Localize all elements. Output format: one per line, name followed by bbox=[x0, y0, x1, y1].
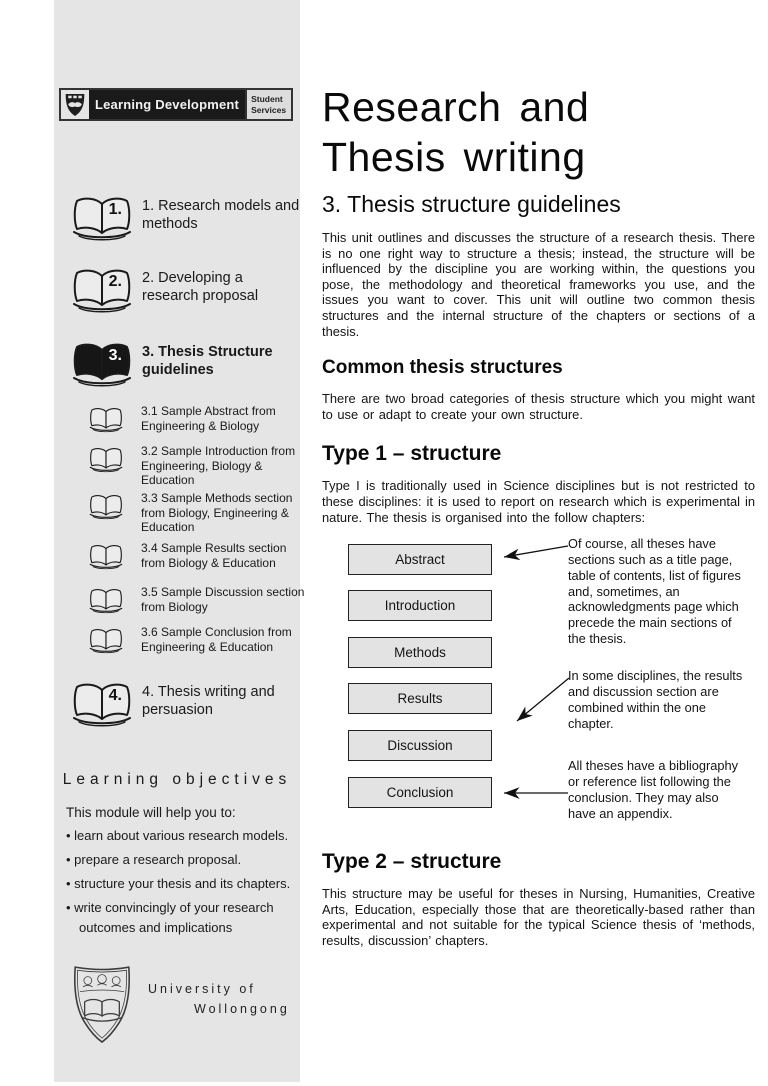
sidebar-item-module-1 bbox=[70, 194, 300, 242]
sidebar-item-3-1: 3.1 Sample Abstract from Engineering & Biology bbox=[88, 404, 311, 433]
diagram-note-front-matter: Of course, all theses have sections such as a title page, table of contents, list of figures and, sometimes, an acknowledgments page which precede the main sections of the thesis. bbox=[568, 536, 741, 646]
open-book-icon bbox=[88, 627, 124, 654]
common-structures-heading: Common thesis structures bbox=[322, 357, 563, 379]
module-label: 2. Developing a research proposal bbox=[142, 270, 259, 304]
learning-development-logo bbox=[59, 88, 293, 121]
module-label: 1. Research models and methods bbox=[142, 198, 300, 232]
sidebar-item-3-6: 3.6 Sample Conclusion from Engineering & Education bbox=[88, 625, 311, 654]
sidebar-item-module-2 bbox=[70, 266, 300, 314]
objectives-intro: This module will help you to: bbox=[66, 805, 236, 820]
sidebar-item-module-3-current bbox=[70, 340, 300, 388]
open-book-icon bbox=[88, 543, 124, 570]
module-label: 3. Thesis Structure guidelines bbox=[142, 344, 273, 378]
sidebar-item-3-4: 3.4 Sample Results section from Biology & Education bbox=[88, 541, 311, 570]
diagram-box-introduction: Introduction bbox=[348, 590, 492, 621]
thesis-structure-diagram bbox=[322, 532, 755, 844]
type2-heading: Type 2 – structure bbox=[322, 850, 502, 874]
student-services-label: Student Services bbox=[245, 90, 291, 119]
sidebar-item-3-5: 3.5 Sample Discussion section from Biology bbox=[88, 585, 311, 614]
university-branding bbox=[64, 964, 290, 1046]
type1-paragraph: Type I is traditionally used in Science disciplines but is not restricted to these disciplines: it is used to report on research which is experimental in nature. The thesis is organised into the follow chapters: bbox=[322, 478, 755, 525]
diagram-note-combined: In some disciplines, the results and discussion section are combined within the one chapter. bbox=[568, 668, 743, 731]
type2-paragraph: This structure may be useful for theses in Nursing, Humanities, Creative Arts, Education, especially those that are theoretically-based rather than experimental and not suitable for the typical Science thesis of ‘methods, results, discussion’ chapters. bbox=[322, 886, 755, 948]
main-content bbox=[322, 0, 755, 949]
university-name: University of Wollongong bbox=[148, 982, 290, 1016]
diagram-box-methods: Methods bbox=[348, 637, 492, 668]
objective-item: • learn about various research models. bbox=[66, 826, 292, 846]
open-book-icon bbox=[88, 406, 124, 433]
sidebar-item-3-3: 3.3 Sample Methods section from Biology, Engineering & Education bbox=[88, 491, 311, 535]
unit-subtitle: 3. Thesis structure guidelines bbox=[322, 191, 621, 217]
arrow-to-abstract bbox=[504, 546, 568, 557]
diagram-note-bibliography: All theses have a bibliography or reference list following the conclusion. They may also have an appendix. bbox=[568, 758, 739, 821]
arrow-to-results-discussion bbox=[517, 678, 569, 721]
objectives-list bbox=[66, 826, 292, 942]
type1-heading: Type 1 – structure bbox=[322, 442, 502, 466]
learning-objectives-heading: Learning objectives bbox=[62, 771, 292, 788]
diagram-box-abstract: Abstract bbox=[348, 544, 492, 575]
sidebar-item-module-4 bbox=[70, 680, 300, 728]
uow-crest-icon bbox=[64, 964, 140, 1046]
open-book-icon: 2. bbox=[70, 266, 134, 314]
module-label: 4. Thesis writing and persuasion bbox=[142, 684, 275, 718]
uow-mini-crest-icon bbox=[61, 90, 89, 119]
objective-item: • write convincingly of your research outcomes and implications bbox=[66, 898, 292, 938]
unit-intro-paragraph: This unit outlines and discusses the structure of a research thesis. There is no one right way to structure a thesis; instead, the structure will be influenced by the discipline you are working within, the questions you pose, the methodology and theoretical frameworks you use, and the issues you want to cover. This unit will outline two common thesis structures and the internal structure of the chapters or sections of a thesis. bbox=[322, 230, 755, 339]
sidebar-item-3-2: 3.2 Sample Introduction from Engineering, Biology & Education bbox=[88, 444, 311, 488]
open-book-icon: 3. bbox=[70, 340, 134, 388]
open-book-icon bbox=[88, 493, 124, 520]
sidebar bbox=[54, 0, 305, 1082]
open-book-icon: 1. bbox=[70, 194, 134, 242]
learning-development-label: Learning Development bbox=[89, 90, 245, 119]
objective-item: • prepare a research proposal. bbox=[66, 850, 292, 870]
common-structures-paragraph: There are two broad categories of thesis structure which you might want to use or adapt to create your own structure. bbox=[322, 391, 755, 422]
open-book-icon: 4. bbox=[70, 680, 134, 728]
diagram-box-results: Results bbox=[348, 683, 492, 714]
page-title: Research and Thesis writing bbox=[322, 84, 590, 180]
objective-item: • structure your thesis and its chapters. bbox=[66, 874, 292, 894]
open-book-icon bbox=[88, 446, 124, 473]
diagram-box-conclusion: Conclusion bbox=[348, 777, 492, 808]
diagram-box-discussion: Discussion bbox=[348, 730, 492, 761]
open-book-icon bbox=[88, 587, 124, 614]
